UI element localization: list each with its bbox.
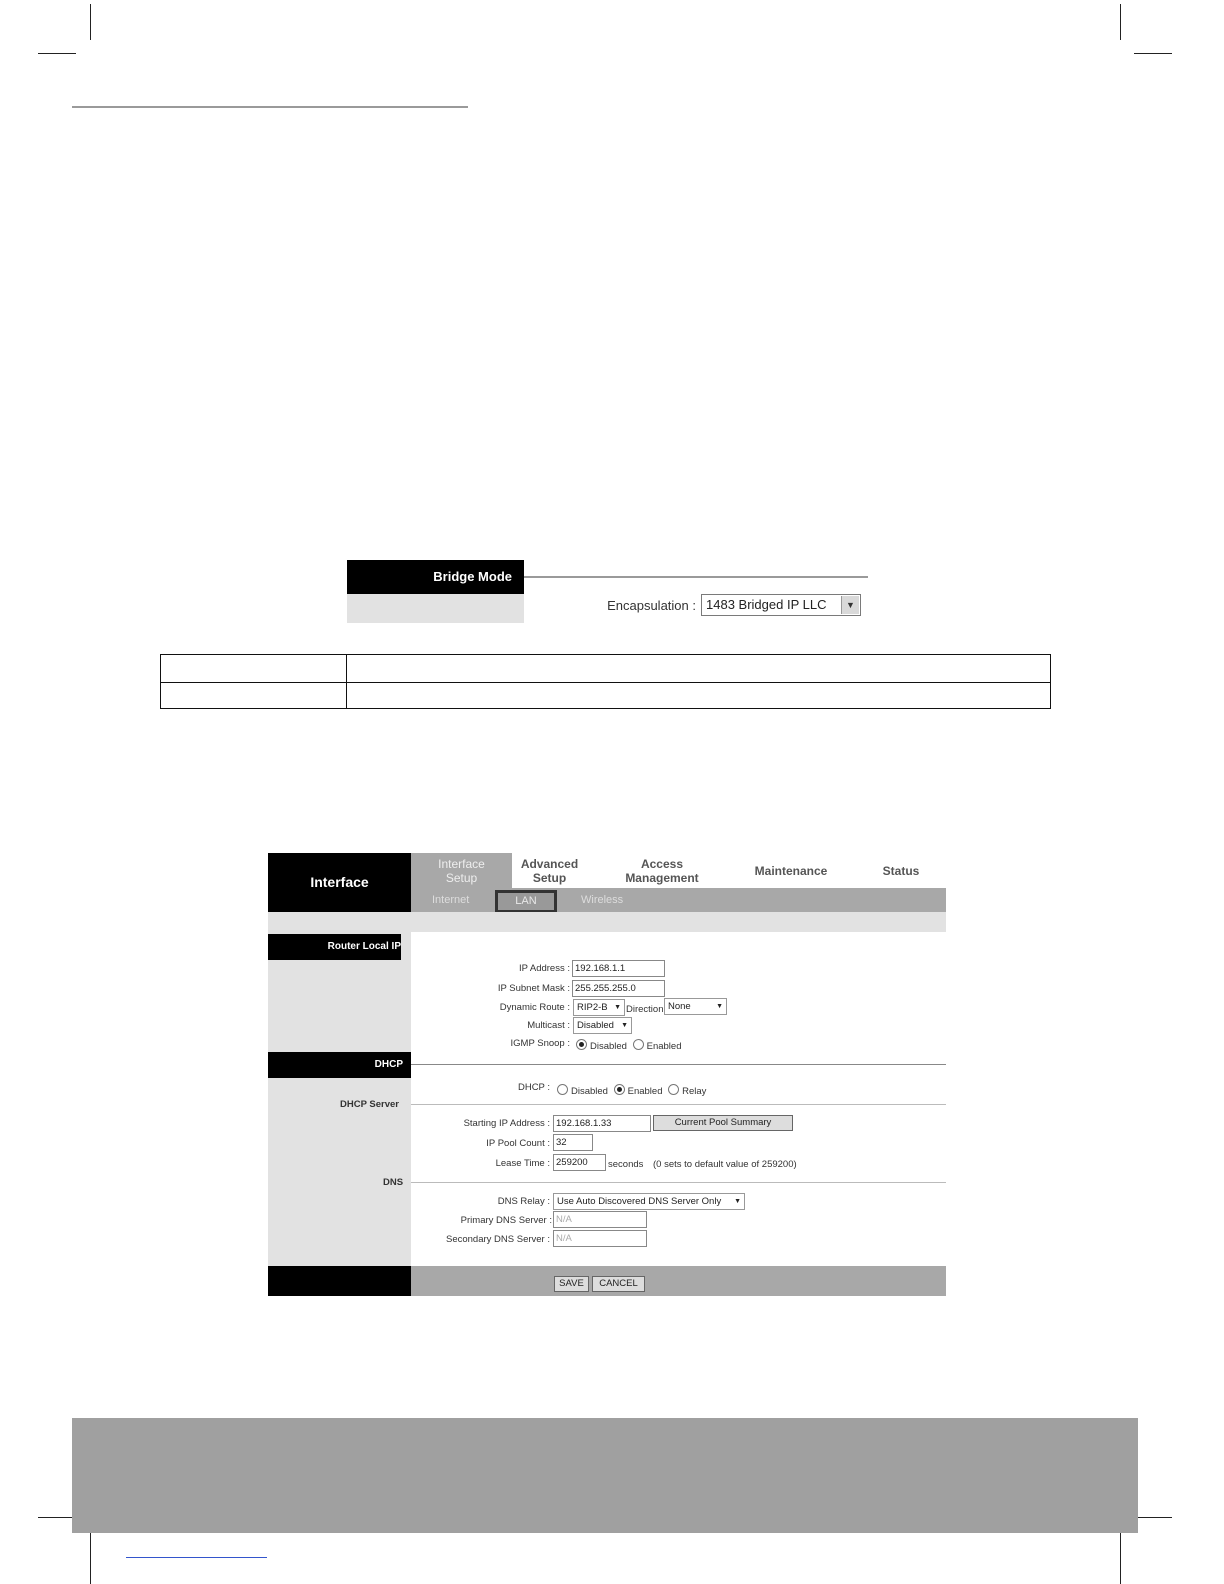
starting-ip-label: Starting IP Address : [463,1118,550,1129]
igmp-disabled-radio[interactable] [576,1039,587,1050]
save-button[interactable]: SAVE [554,1276,589,1292]
bridge-mode-header: Bridge Mode [347,560,524,594]
tab-maintenance[interactable]: Maintenance [754,864,828,878]
subtab-wireless[interactable]: Wireless [581,894,624,906]
multicast-label: Multicast : [527,1020,570,1031]
ip-address-input[interactable]: 192.168.1.1 [572,960,665,977]
crop-mark [90,4,91,40]
router-local-ip-header: Router Local IP [268,934,401,960]
cancel-button[interactable]: CANCEL [592,1276,645,1292]
dns-relay-value: Use Auto Discovered DNS Server Only [557,1196,722,1207]
dns-header: DNS [383,1177,404,1188]
footer-link-underline[interactable] [126,1557,267,1558]
bridge-mode-rule [524,576,868,578]
multicast-select[interactable] [573,1017,632,1034]
dns-rule [411,1182,946,1183]
primary-dns-label: Primary DNS Server : [460,1215,552,1226]
dynamic-route-select[interactable] [573,999,625,1016]
header-band [268,912,946,932]
tab-status[interactable]: Status [882,864,920,878]
primary-dns-input[interactable]: N/A [553,1211,647,1228]
dhcp-relay-radio[interactable] [668,1084,679,1095]
dns-relay-select[interactable] [553,1193,745,1210]
crop-mark [1120,1532,1121,1584]
router-lan-panel [268,853,946,1296]
dynamic-route-label: Dynamic Route : [499,1002,570,1013]
tab-label: Interface [438,857,485,871]
current-pool-summary-button[interactable]: Current Pool Summary [653,1115,793,1131]
bridge-mode-sidebar [347,594,524,623]
parameter-table [160,654,1051,709]
page-footer-band [72,1418,1138,1533]
secondary-dns-label: Secondary DNS Server : [445,1234,550,1245]
dns-relay-label: DNS Relay : [497,1196,550,1207]
ip-address-label: IP Address : [518,963,570,974]
crop-mark [90,1532,91,1584]
dhcp-enabled-label: Enabled [627,1086,663,1097]
secondary-dns-input[interactable]: N/A [553,1230,647,1247]
subnet-mask-input[interactable]: 255.255.255.0 [572,980,665,997]
dhcp-label: DHCP : [517,1082,550,1093]
dhcp-options [557,1084,706,1097]
crop-mark [38,1517,76,1518]
crop-mark [1134,1517,1172,1518]
dhcp-relay-label: Relay [682,1086,707,1097]
igmp-enabled-label: Enabled [646,1041,682,1052]
tab-interface-setup[interactable] [411,853,512,888]
lease-time-label: Lease Time : [495,1158,550,1169]
table-row-divider [161,682,1050,683]
multicast-value: Disabled [577,1020,614,1031]
sub-nav [411,888,946,912]
tab-label: Setup [532,871,567,885]
chevron-down-icon: ▼ [614,1004,621,1011]
tab-label: Advanced [520,857,579,871]
crop-mark [1134,53,1172,54]
chevron-down-icon: ▼ [621,1022,628,1029]
interface-logo: Interface [268,853,411,912]
panel-footer-bar [411,1266,946,1296]
tab-label: Setup [445,871,478,885]
encapsulation-value: 1483 Bridged IP LLC [706,597,827,612]
subnet-mask-label: IP Subnet Mask : [497,983,570,994]
subtab-lan[interactable]: LAN [495,890,557,913]
header-rule [72,106,468,108]
tab-access-management[interactable] [607,857,717,885]
lease-time-input[interactable]: 259200 [553,1154,606,1171]
tab-advanced-setup[interactable] [512,857,587,885]
direction-value: None [668,1001,691,1012]
dhcp-server-header: DHCP Server [340,1099,399,1110]
lease-time-unit: seconds [608,1159,644,1170]
encapsulation-label: Encapsulation : [607,598,696,613]
chevron-down-icon: ▼ [716,1003,723,1010]
dhcp-rule [411,1064,946,1065]
dhcp-server-rule [411,1104,946,1105]
crop-mark [38,53,76,54]
starting-ip-input[interactable]: 192.168.1.33 [553,1115,651,1132]
lease-time-note: (0 sets to default value of 259200) [653,1159,797,1170]
table-column-divider [346,655,347,708]
dhcp-disabled-radio[interactable] [557,1084,568,1095]
encapsulation-select[interactable] [701,594,861,616]
igmp-enabled-radio[interactable] [633,1039,644,1050]
panel-footer-black [268,1266,411,1296]
subtab-internet[interactable]: Internet [432,894,470,906]
dhcp-header: DHCP [268,1052,411,1078]
igmp-disabled-label: Disabled [590,1041,627,1052]
dynamic-route-value: RIP2-B [577,1002,608,1013]
dhcp-disabled-label: Disabled [571,1086,608,1097]
igmp-snoop-options [576,1039,681,1052]
top-nav [411,853,946,888]
direction-label: Direction [626,1004,664,1015]
igmp-snoop-label: IGMP Snoop : [510,1038,570,1049]
chevron-down-icon: ▼ [734,1198,741,1205]
tab-label: Access [640,857,684,871]
chevron-down-icon: ▼ [841,596,859,614]
dhcp-enabled-radio[interactable] [614,1084,625,1095]
ip-pool-count-label: IP Pool Count : [486,1138,550,1149]
direction-select[interactable] [664,998,727,1015]
tab-label: Management [625,871,699,885]
crop-mark [1120,4,1121,40]
ip-pool-count-input[interactable]: 32 [553,1134,593,1151]
